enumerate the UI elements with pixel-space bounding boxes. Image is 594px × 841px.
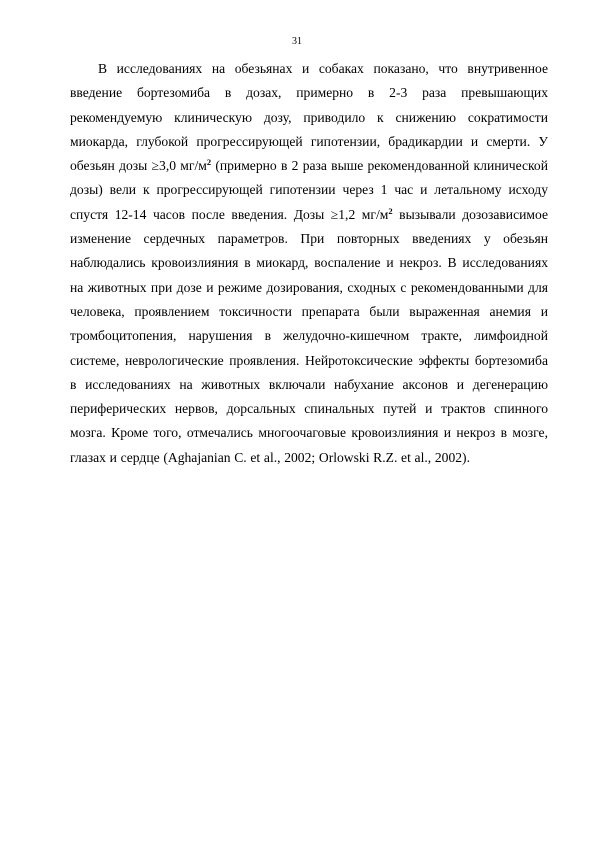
paragraph-text-part-1: В исследованиях на обезьянах и собаках показано, что внутривенное введение бортезомиба в дозах, примерно в 2-3 раза превышающих рекомендуемую клиническую дозу, приводило к снижению сократимости миокарда, глубокой прогрессирующей гипотензии, брадикардии и смерти. У обезьян дозы ≥3,0 мг/м bbox=[70, 61, 548, 174]
page-number: 31 bbox=[292, 36, 302, 47]
paragraph-text-part-2: (примерно в 2 раза выше рекомендованной клинической дозы) вели к прогрессирующей гипотензии через 1 час и летальному исходу спустя 12-14 часов после введения. Дозы ≥1,2 мг/м bbox=[70, 158, 548, 222]
superscript-squared-2: 2 bbox=[388, 205, 393, 216]
superscript-squared-1: 2 bbox=[206, 157, 212, 168]
body-paragraph bbox=[70, 57, 548, 470]
paragraph-text-part-3: вызывали дозозависимое изменение сердечных параметров. При повторных введениях у обезьян наблюдались кровоизлияния в миокард, воспаление и некроз. В исследованиях на животных при дозе и режиме дозирования, сходных с рекомендованными для человека, проявлением токсичности препарата были выраженная анемия и тромбоцитопения, нарушения в желудочно-кишечном тракте, лимфоидной системе, неврологические проявления. Нейротоксические эффекты бортезомиба в исследованиях на животных включали набухание аксонов и дегенерацию периферических нервов, дорсальных спинальных путей и трактов спинного мозга. Кроме того, отмечались многоочаговые кровоизлияния и некроз в мозге, глазах и сердце (Aghajanian C. et al., 2002; Orlowski R.Z. et al., 2002). bbox=[70, 206, 548, 465]
